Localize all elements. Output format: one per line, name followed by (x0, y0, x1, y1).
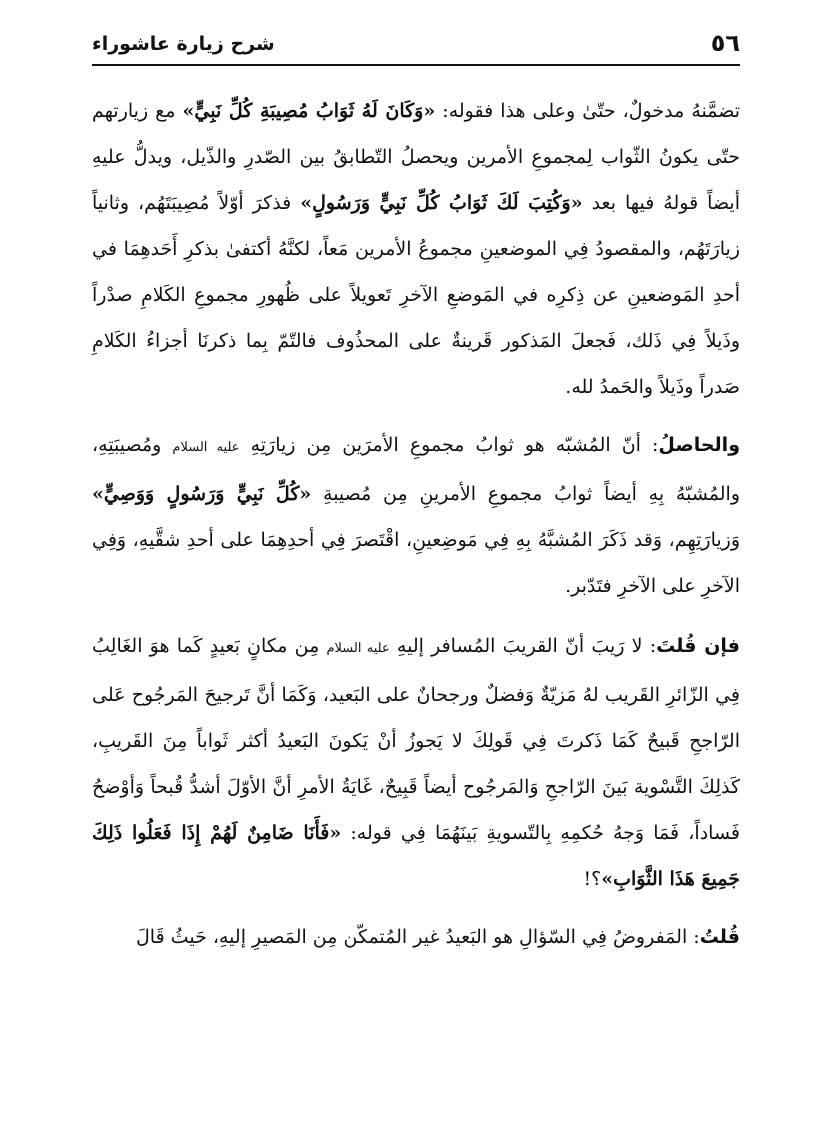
page-number: ٥٦ (710, 29, 740, 57)
paragraph-4-text-a: : المَفروضُ فِي السّؤالِ هو البَعيدُ غير المُتمكّن مِن المَصيرِ إليهِ، حَيثُ قَالَ (135, 926, 700, 948)
paragraph-2-text-b: ومُصيبَتِهِ، والمُشبّهُ بِهِ أيضاً ثوابُ مجموعِ الأمرينِ مِن مُصيبةِ (92, 434, 740, 505)
hadith-quote: «فَأَنَا ضَامِنٌ لَهُمْ إِذَا فَعَلُوا ذَلِكَ جَمِيعَ هَذَا الثَّوَابِ» (92, 822, 740, 890)
paragraph-label: فإن قُلتَ (656, 635, 740, 657)
paragraph-4 (92, 914, 740, 960)
paragraph-3-text-b: مِن مكانٍ بَعيدٍ كَما هوَ الغَالِبُ فِي الزّائرِ القَريب لهُ مَزيّةٌ وَفضلٌ ورجحانٌ على البَعيد، وَكَمَا أنَّ تَرجيحَ المَرجُوح عَلى الرّاجحِ قَبيحٌ كَمَا ذَكرتَ فِي قَولِكَ لا يَجوزُ أنْ يَكونَ البَعيدُ أكثر ثَواباً مِنَ القَريبِ، كَذلِكَ التَّسْوية بَينَ الرّاجحِ وَالمَرجُوح أيضاً قَبِيحٌ، غَايَةُ الأمرِ أنَّ الأوّلَ أشدُّ قُبحاً وَأوْضحُ فَساداً، فَمَا وَجهُ حُكمِهِ بِالتّسويةِ بَينَهُمَا فِي قوله: (92, 635, 740, 844)
paragraph-1-text-a: تضمَّنهُ مدخولٌ، حتّىٰ وعلى هذا فقوله: (435, 100, 740, 122)
paragraph-2-text-a: : أنّ المُشبّه هو ثوابُ مجموعِ الأمرَين مِن زيارَتِهِ (239, 434, 659, 456)
paragraph-1-text-c: فذكرَ أوّلاً مُصِيبَتَهُم، وثانياً زيارَتَهُم، والمقصودُ فِي الموضعينِ مجموعُ الأمرين مَعاً، لكنَّهُ أكتفىٰ بذكرِ أَحَدهِمَا في أحدِ المَوضعينِ عن ذِكرِه في المَوضعِ الآخرِ تَعويلاً على ظُهورِ مجموعِ الكَلامِ صدْراً وذَيلاً فِي ذَلك، فَجعلَ المَذكور قَرينةٌ على المحذُوف فالتّمّ بِما ذكرنَا أجزاءُ الكَلامِ صَدراً وذَيلاً والحَمدُ لله. (92, 192, 740, 398)
paragraph-3 (92, 623, 740, 902)
paragraph-3-text-a: : لا رَيبَ أنّ القريبَ المُسافر إليهِ (389, 635, 657, 657)
running-title: شرح زيارة عاشوراء (92, 33, 275, 55)
honorific-symbol: عليه السلام (172, 440, 240, 455)
page-body (92, 88, 740, 960)
hadith-quote: «كُلِّ نَبِيٍّ وَرَسُولٍ وَوَصِيٍّ» (92, 483, 312, 505)
honorific-symbol: عليه السلام (326, 641, 390, 656)
paragraph-2-text-c: وَزيارَتِهِم، وَقد ذَكَرَ المُشبَّهُ بِهِ فِي مَوضِعينِ، اقْتَصرَ فِي أحدِهِمَا على أحدِ شقَّيهِ، وَفِي الآخرِ على الآخرِ فتَدّبر. (92, 529, 740, 597)
paragraph-1-text-b: مع زيارتهم حتّى يكونُ الثّواب لِمجموعِ الأمرين ويحصلُ التّطابقُ بين الصّدرِ والذّيل، ويدلُّ عليهِ أيضاً قولهُ فيها بعد (92, 100, 740, 214)
paragraph-label: والحاصلُ (658, 434, 741, 456)
paragraph-3-text-c: ؟! (583, 868, 602, 890)
hadith-quote: «وَكَانَ لَهُ ثَوَابُ مُصِيبَةِ كُلِّ نَبِيٍّ» (182, 100, 436, 122)
paragraph-2 (92, 422, 740, 609)
paragraph-label: قُلتُ (699, 926, 740, 948)
paragraph-1 (92, 88, 740, 410)
page-header (92, 22, 740, 66)
hadith-quote: «وَكُتِبَ لَكَ ثَوَابُ كُلِّ نَبِيٍّ وَرَسُولٍ» (300, 192, 583, 214)
